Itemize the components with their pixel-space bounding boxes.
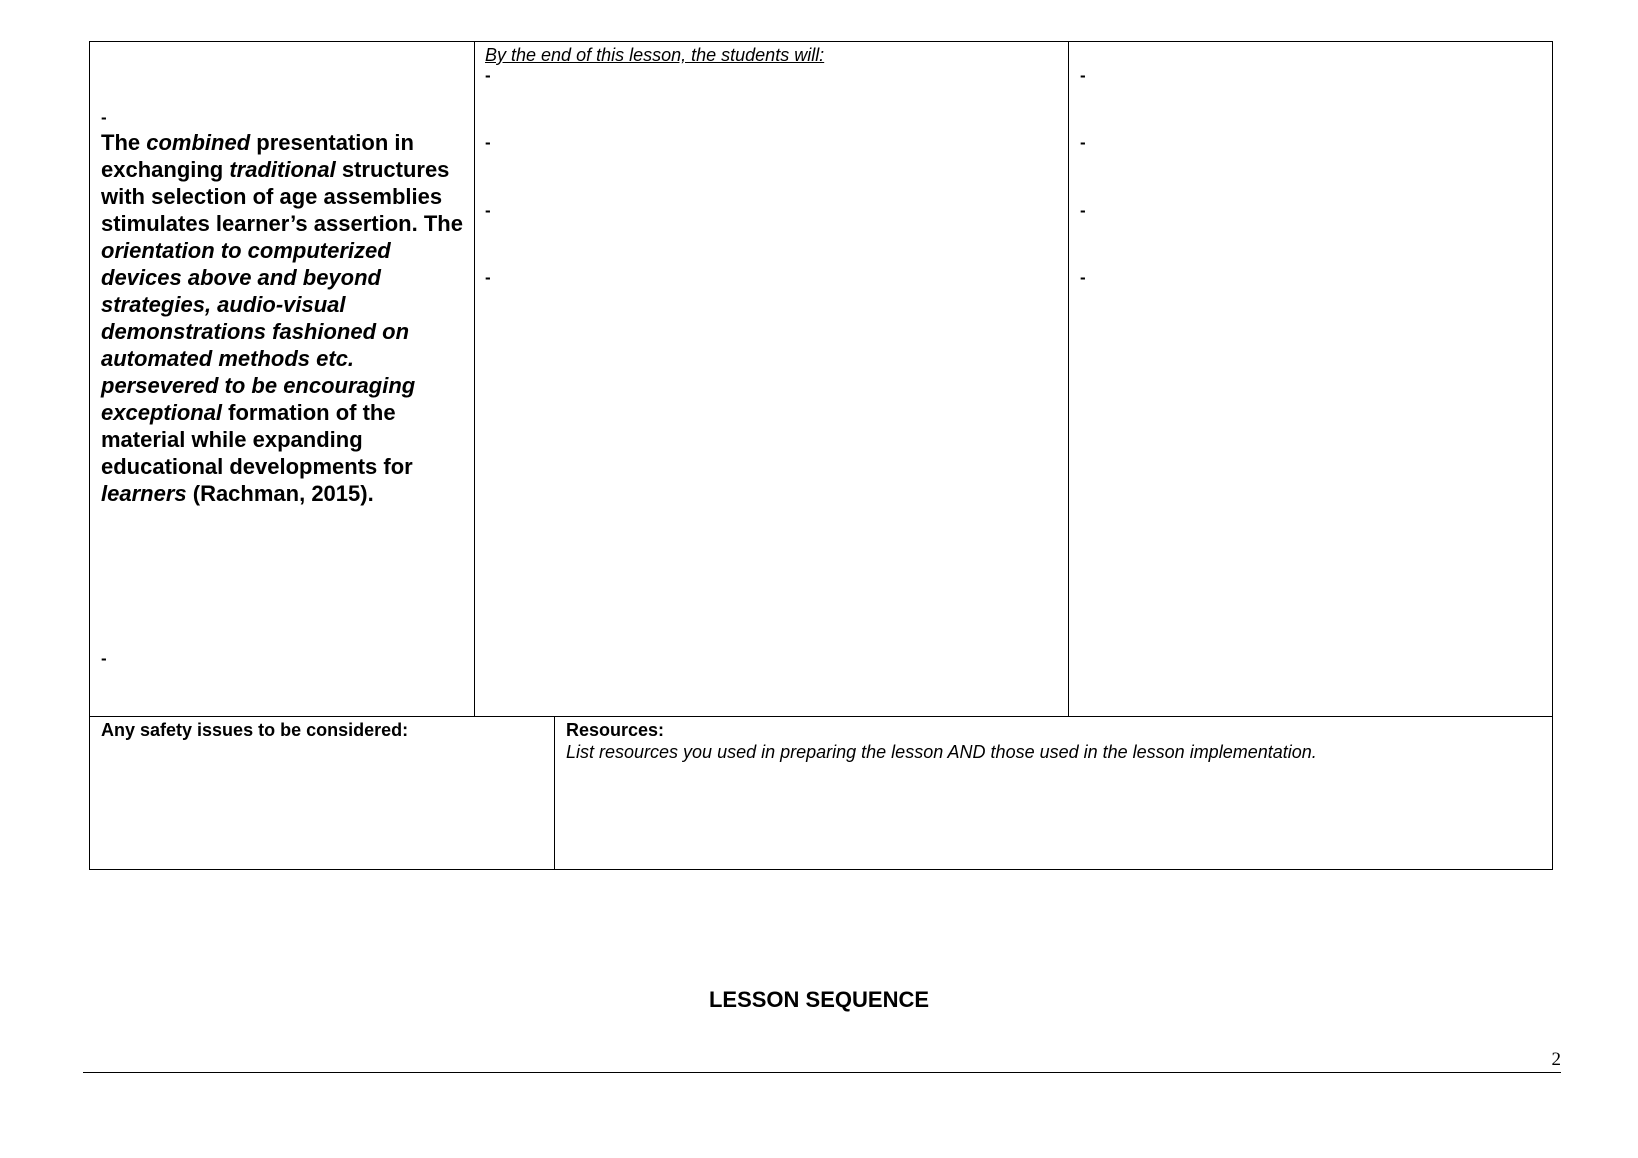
bullet-dash: - xyxy=(1080,133,1086,152)
text-run-italic: traditional xyxy=(229,157,336,182)
text-run: (Rachman, 2015). xyxy=(186,481,374,506)
lesson-objectives-table xyxy=(89,41,1553,717)
objectives-heading: By the end of this lesson, the students will: xyxy=(485,45,825,65)
text-run: structures with selection of age assemblies stimulates learner’s assertion. The xyxy=(101,157,463,236)
text-run: presentation in exchanging xyxy=(101,130,414,182)
text-run-italic: combined xyxy=(146,130,251,155)
resources-cell xyxy=(555,717,1552,869)
resources-label: Resources: xyxy=(566,720,665,740)
bullet-dash: - xyxy=(101,108,107,127)
resources-note: List resources you used in preparing the lesson AND those used in the lesson implementation. xyxy=(566,742,1317,762)
safety-resources-table xyxy=(89,716,1553,870)
safety-cell xyxy=(90,717,555,869)
objectives-cell xyxy=(475,42,1069,716)
bullet-dash: - xyxy=(485,66,491,85)
bullet-dash: - xyxy=(101,649,107,668)
rationale-paragraph xyxy=(101,129,463,507)
rationale-cell xyxy=(90,42,475,716)
bullet-dash: - xyxy=(1080,66,1086,85)
assessment-cell xyxy=(1069,42,1552,716)
bullet-dash: - xyxy=(485,201,491,220)
text-run-italic: orientation to computerized devices above and beyond strategies, audio-visual demonstrations fashioned on automated methods etc. persevered to be encouraging exceptional xyxy=(101,238,416,425)
bullet-dash: - xyxy=(1080,268,1086,287)
text-run: The xyxy=(101,130,147,155)
footer-rule xyxy=(83,1072,1561,1073)
text-run: formation of the material while expanding educational developments for xyxy=(101,400,413,479)
section-heading: LESSON SEQUENCE xyxy=(708,987,930,1012)
page-number: 2 xyxy=(1551,1049,1561,1070)
safety-label: Any safety issues to be considered: xyxy=(101,720,409,740)
bullet-dash: - xyxy=(485,133,491,152)
bullet-dash: - xyxy=(485,268,491,287)
bullet-dash: - xyxy=(1080,201,1086,220)
text-run-italic: learners xyxy=(101,481,187,506)
